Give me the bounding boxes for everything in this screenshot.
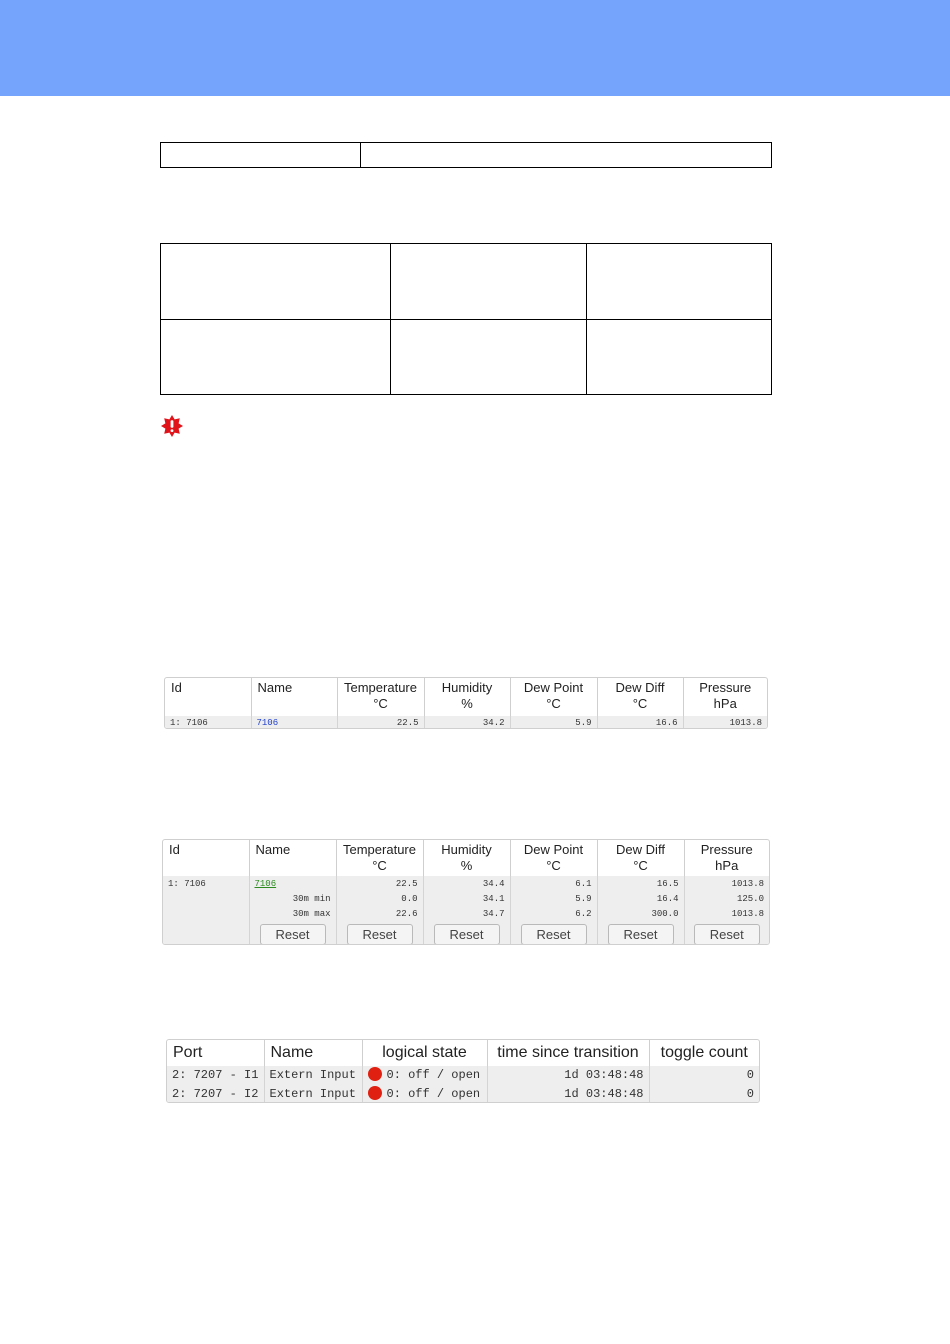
reset-cell <box>336 921 423 945</box>
blank-cell <box>391 244 587 320</box>
humidity-value: 34.4 <box>423 876 510 891</box>
reset-cell <box>684 921 769 945</box>
table-row-min <box>163 891 769 906</box>
top-banner <box>0 0 950 96</box>
sensor-name-link[interactable]: 7106 <box>249 876 336 891</box>
row-label-min: 30m min <box>249 891 336 906</box>
column-header-toggle-count[interactable]: toggle count <box>660 1044 748 1061</box>
column-header-humidity[interactable]: Humidity % <box>424 678 510 716</box>
port-id: 2: 7207 - I2 <box>167 1085 264 1103</box>
dew-point-min: 5.9 <box>510 891 597 906</box>
blank-cell <box>391 319 587 395</box>
reset-cell <box>249 921 336 945</box>
column-header-name[interactable]: Name <box>264 1040 362 1066</box>
column-header-dew-diff[interactable]: Dew Diff °C <box>597 678 683 716</box>
temperature-max: 22.6 <box>336 906 423 921</box>
column-header-temperature[interactable]: Temperature °C <box>336 840 423 876</box>
column-header-name[interactable]: Name <box>249 840 336 876</box>
blank-table-top <box>160 142 772 168</box>
column-header-dew-diff[interactable]: Dew Diff °C <box>597 840 684 876</box>
time-since-transition: 1d 03:48:48 <box>487 1066 649 1085</box>
column-header-humidity[interactable]: Humidity % <box>423 840 510 876</box>
logical-state: 0: off / open <box>362 1085 487 1103</box>
reset-cell <box>423 921 510 945</box>
column-header-id[interactable]: Id <box>163 840 249 876</box>
logical-state: 0: off / open <box>362 1066 487 1085</box>
sensor-table-screenshot <box>164 677 768 729</box>
blank-cell <box>587 319 772 395</box>
column-header-temperature[interactable]: Temperature °C <box>337 678 424 716</box>
pressure-max: 1013.8 <box>684 906 769 921</box>
sensor-minmax-table-screenshot <box>162 839 770 945</box>
reset-humidity-button[interactable]: Reset <box>434 924 500 945</box>
warning-burst-icon <box>160 414 184 438</box>
input-name: Extern Input <box>264 1085 362 1103</box>
state-indicator-icon <box>368 1086 382 1100</box>
dew-diff-value: 16.6 <box>597 716 683 729</box>
reset-dew-diff-button[interactable]: Reset <box>608 924 674 945</box>
pressure-min: 125.0 <box>684 891 769 906</box>
blank-cell <box>161 319 391 395</box>
column-header-dew-point[interactable]: Dew Point °C <box>510 840 597 876</box>
column-header-dew-point[interactable]: Dew Point °C <box>510 678 597 716</box>
table-row <box>165 716 767 729</box>
reset-cell <box>597 921 684 945</box>
column-header-pressure[interactable]: Pressure hPa <box>699 680 752 711</box>
dew-point-max: 6.2 <box>510 906 597 921</box>
blank-cell <box>161 143 361 168</box>
column-header-id[interactable]: Id <box>165 678 251 716</box>
temperature-min: 0.0 <box>336 891 423 906</box>
dew-diff-max: 300.0 <box>597 906 684 921</box>
time-since-transition: 1d 03:48:48 <box>487 1085 649 1103</box>
reset-name-button[interactable]: Reset <box>260 924 326 945</box>
input-name: Extern Input <box>264 1066 362 1085</box>
blank-cell <box>361 143 772 168</box>
dew-diff-min: 16.4 <box>597 891 684 906</box>
reset-cell <box>510 921 597 945</box>
reset-temperature-button[interactable]: Reset <box>347 924 413 945</box>
reset-row <box>163 921 769 945</box>
dew-point-value: 5.9 <box>510 716 597 729</box>
sensor-id: 1: 7106 <box>165 716 251 729</box>
column-header-name[interactable]: Name <box>251 678 337 716</box>
dew-point-value: 6.1 <box>510 876 597 891</box>
humidity-value: 34.2 <box>424 716 510 729</box>
humidity-min: 34.1 <box>423 891 510 906</box>
reset-pressure-button[interactable]: Reset <box>694 924 760 945</box>
dew-diff-value: 16.5 <box>597 876 684 891</box>
table-row <box>167 1085 759 1103</box>
column-header-logical-state[interactable]: logical state <box>362 1040 487 1066</box>
sensor-minmax-table <box>163 840 769 945</box>
digital-input-table <box>167 1040 759 1103</box>
pressure-value: 1013.8 <box>684 876 769 891</box>
table-row <box>167 1066 759 1085</box>
blank-cell <box>587 244 772 320</box>
table-row-max <box>163 906 769 921</box>
row-label-max: 30m max <box>249 906 336 921</box>
sensor-table <box>165 678 767 729</box>
table-row <box>163 876 769 891</box>
temperature-value: 22.5 <box>336 876 423 891</box>
temperature-value: 22.5 <box>337 716 424 729</box>
state-indicator-icon <box>368 1067 382 1081</box>
toggle-count: 0 <box>649 1085 759 1103</box>
sensor-id: 1: 7106 <box>163 876 249 945</box>
toggle-count: 0 <box>649 1066 759 1085</box>
sensor-name-link[interactable]: 7106 <box>251 716 337 729</box>
pressure-value: 1013.8 <box>683 716 767 729</box>
blank-cell <box>161 244 391 320</box>
reset-dew-point-button[interactable]: Reset <box>521 924 587 945</box>
blank-table-grid <box>160 243 772 395</box>
column-header-time-since-transition[interactable]: time since transition <box>487 1040 649 1066</box>
humidity-max: 34.7 <box>423 906 510 921</box>
column-header-pressure[interactable]: Pressure hPa <box>700 842 753 873</box>
digital-input-table-screenshot <box>166 1039 760 1103</box>
column-header-port[interactable]: Port <box>167 1040 264 1066</box>
port-id: 2: 7207 - I1 <box>167 1066 264 1085</box>
